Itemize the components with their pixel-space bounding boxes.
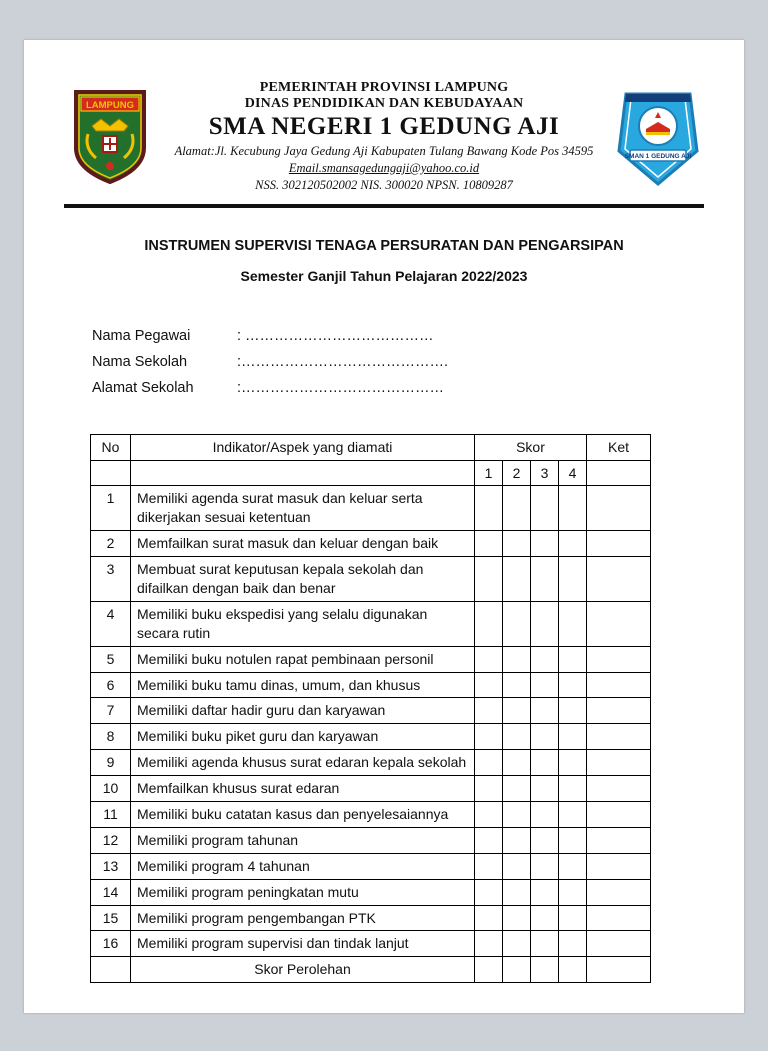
row-score-2 <box>503 750 531 776</box>
row-score-3 <box>531 801 559 827</box>
row-score-2 <box>503 531 531 557</box>
row-score-2 <box>503 931 531 957</box>
table-row <box>91 776 651 802</box>
document-title: INSTRUMEN SUPERVISI TENAGA PERSURATAN DAN PENGARSIPAN <box>144 237 624 254</box>
table-row <box>91 931 651 957</box>
table-row <box>91 601 651 646</box>
row-ket <box>587 646 651 672</box>
row-ket <box>587 879 651 905</box>
lampung-province-logo <box>68 88 152 186</box>
letterhead-department-line: DINAS PENDIDIKAN DAN KEBUDAYAAN <box>244 96 524 111</box>
letterhead-government-line: PEMERINTAH PROVINSI LAMPUNG <box>259 80 509 95</box>
row-ket <box>587 672 651 698</box>
footer-score-cell <box>559 957 587 983</box>
row-indicator: Membuat surat keputusan kepala sekolah dan difailkan dengan baik dan benar <box>131 557 475 602</box>
row-score-1 <box>475 776 503 802</box>
row-indicator: Memiliki buku tamu dinas, umum, dan khusus <box>131 672 475 698</box>
table-row <box>91 646 651 672</box>
header-skor: Skor <box>475 434 587 460</box>
row-score-4 <box>559 557 587 602</box>
table-row <box>91 879 651 905</box>
table-row <box>91 698 651 724</box>
row-score-3 <box>531 601 559 646</box>
identity-fields <box>92 328 704 396</box>
row-score-1 <box>475 931 503 957</box>
row-number: 11 <box>91 801 131 827</box>
row-indicator: Memiliki program 4 tahunan <box>131 853 475 879</box>
row-indicator: Memiliki agenda khusus surat edaran kepala sekolah <box>131 750 475 776</box>
row-indicator: Memiliki buku ekspedisi yang selalu digunakan secara rutin <box>131 601 475 646</box>
row-score-3 <box>531 646 559 672</box>
row-score-3 <box>531 672 559 698</box>
footer-score-cell <box>475 957 503 983</box>
row-score-1 <box>475 724 503 750</box>
footer-score-cell <box>503 957 531 983</box>
row-ket <box>587 827 651 853</box>
row-indicator: Memfailkan surat masuk dan keluar dengan baik <box>131 531 475 557</box>
row-indicator: Memfailkan khusus surat edaran <box>131 776 475 802</box>
table-footer-row <box>91 957 651 983</box>
row-ket <box>587 776 651 802</box>
row-score-3 <box>531 879 559 905</box>
table-subheader-row <box>91 460 651 486</box>
lampung-crest-icon <box>72 88 148 186</box>
row-score-2 <box>503 879 531 905</box>
row-score-4 <box>559 905 587 931</box>
row-score-1 <box>475 905 503 931</box>
field-value-dotted-line: :……………………………………. <box>237 353 449 370</box>
row-score-2 <box>503 801 531 827</box>
document-subtitle: Semester Ganjil Tahun Pelajaran 2022/2023 <box>240 267 528 284</box>
skor-col-3: 3 <box>531 460 559 486</box>
table-row <box>91 750 651 776</box>
row-ket <box>587 486 651 531</box>
row-indicator: Memiliki buku notulen rapat pembinaan personil <box>131 646 475 672</box>
table-row <box>91 486 651 531</box>
row-indicator: Memiliki buku catatan kasus dan penyelesaiannya <box>131 801 475 827</box>
subheader-empty <box>131 460 475 486</box>
row-number: 7 <box>91 698 131 724</box>
row-score-1 <box>475 801 503 827</box>
row-score-1 <box>475 601 503 646</box>
row-number: 2 <box>91 531 131 557</box>
row-indicator: Memiliki agenda surat masuk dan keluar serta dikerjakan sesuai ketentuan <box>131 486 475 531</box>
row-score-3 <box>531 486 559 531</box>
row-score-3 <box>531 853 559 879</box>
row-ket <box>587 931 651 957</box>
row-score-1 <box>475 486 503 531</box>
row-score-1 <box>475 672 503 698</box>
row-score-1 <box>475 853 503 879</box>
supervision-table <box>90 434 651 984</box>
table-row <box>91 557 651 602</box>
letterhead <box>64 80 704 208</box>
row-ket <box>587 905 651 931</box>
row-ket <box>587 724 651 750</box>
row-score-2 <box>503 672 531 698</box>
row-number: 15 <box>91 905 131 931</box>
row-score-1 <box>475 698 503 724</box>
row-score-3 <box>531 827 559 853</box>
footer-score-cell <box>531 957 559 983</box>
letterhead-ids: NSS. 302120502002 NIS. 300020 NPSN. 10809287 <box>255 177 513 192</box>
school-logo <box>616 88 700 186</box>
letterhead-email: Email.smansagedungaji@yahoo.co.id <box>288 160 480 175</box>
document-page <box>24 40 744 1013</box>
row-number: 5 <box>91 646 131 672</box>
row-score-2 <box>503 698 531 724</box>
letterhead-school-name: SMA NEGERI 1 GEDUNG AJI <box>208 113 560 140</box>
row-score-2 <box>503 724 531 750</box>
table-header-row <box>91 434 651 460</box>
row-score-2 <box>503 557 531 602</box>
table-row <box>91 801 651 827</box>
row-number: 6 <box>91 672 131 698</box>
row-score-1 <box>475 531 503 557</box>
row-number: 12 <box>91 827 131 853</box>
row-score-4 <box>559 672 587 698</box>
row-score-1 <box>475 750 503 776</box>
table-row <box>91 724 651 750</box>
row-score-2 <box>503 601 531 646</box>
field-nama-pegawai <box>92 328 704 344</box>
footer-skor-perolehan: Skor Perolehan <box>131 957 475 983</box>
row-number: 8 <box>91 724 131 750</box>
row-indicator: Memiliki program tahunan <box>131 827 475 853</box>
row-score-3 <box>531 531 559 557</box>
row-score-4 <box>559 750 587 776</box>
footer-no-empty <box>91 957 131 983</box>
row-number: 16 <box>91 931 131 957</box>
subheader-empty <box>587 460 651 486</box>
row-score-4 <box>559 879 587 905</box>
row-score-1 <box>475 557 503 602</box>
row-score-3 <box>531 905 559 931</box>
row-score-3 <box>531 776 559 802</box>
row-score-3 <box>531 557 559 602</box>
row-ket <box>587 853 651 879</box>
row-score-1 <box>475 827 503 853</box>
row-score-2 <box>503 853 531 879</box>
row-score-3 <box>531 750 559 776</box>
row-indicator: Memiliki program pengembangan PTK <box>131 905 475 931</box>
field-label: Nama Pegawai <box>92 327 191 344</box>
letterhead-text <box>156 80 612 194</box>
row-number: 4 <box>91 601 131 646</box>
row-indicator: Memiliki daftar hadir guru dan karyawan <box>131 698 475 724</box>
row-score-4 <box>559 801 587 827</box>
row-number: 14 <box>91 879 131 905</box>
letterhead-address: Alamat:Jl. Kecubung Jaya Gedung Aji Kabupaten Tulang Bawang Kode Pos 34595 <box>174 144 594 158</box>
row-indicator: Memiliki program supervisi dan tindak lanjut <box>131 931 475 957</box>
field-value-dotted-line: : ………………………………… <box>237 327 434 344</box>
row-score-2 <box>503 905 531 931</box>
row-score-4 <box>559 698 587 724</box>
field-alamat-sekolah <box>92 380 704 396</box>
svg-text:LAMPUNG: LAMPUNG <box>85 99 135 111</box>
row-ket <box>587 750 651 776</box>
field-label: Alamat Sekolah <box>92 379 194 396</box>
row-number: 1 <box>91 486 131 531</box>
field-label: Nama Sekolah <box>92 353 188 370</box>
row-score-4 <box>559 486 587 531</box>
header-indicator: Indikator/Aspek yang diamati <box>131 434 475 460</box>
school-badge-icon <box>616 88 700 186</box>
header-no: No <box>91 434 131 460</box>
row-number: 3 <box>91 557 131 602</box>
row-score-4 <box>559 724 587 750</box>
table-row <box>91 672 651 698</box>
field-nama-sekolah <box>92 354 704 370</box>
row-score-2 <box>503 776 531 802</box>
row-score-4 <box>559 776 587 802</box>
row-score-4 <box>559 531 587 557</box>
row-score-2 <box>503 486 531 531</box>
row-ket <box>587 698 651 724</box>
footer-ket-cell <box>587 957 651 983</box>
row-score-3 <box>531 724 559 750</box>
header-ket: Ket <box>587 434 651 460</box>
skor-col-2: 2 <box>503 460 531 486</box>
row-ket <box>587 531 651 557</box>
row-number: 13 <box>91 853 131 879</box>
row-score-2 <box>503 827 531 853</box>
row-score-4 <box>559 601 587 646</box>
row-score-4 <box>559 827 587 853</box>
skor-col-4: 4 <box>559 460 587 486</box>
row-score-4 <box>559 853 587 879</box>
row-score-4 <box>559 931 587 957</box>
row-number: 9 <box>91 750 131 776</box>
table-row <box>91 827 651 853</box>
row-score-4 <box>559 646 587 672</box>
row-score-3 <box>531 931 559 957</box>
subheader-empty <box>91 460 131 486</box>
table-row <box>91 905 651 931</box>
svg-text:SMAN 1 GEDUNG AJI: SMAN 1 GEDUNG AJI <box>624 152 692 160</box>
row-score-1 <box>475 879 503 905</box>
table-row <box>91 531 651 557</box>
supervision-table-body <box>91 434 651 983</box>
row-score-2 <box>503 646 531 672</box>
row-ket <box>587 801 651 827</box>
row-indicator: Memiliki buku piket guru dan karyawan <box>131 724 475 750</box>
row-score-3 <box>531 698 559 724</box>
row-ket <box>587 601 651 646</box>
table-row <box>91 853 651 879</box>
row-indicator: Memiliki program peningkatan mutu <box>131 879 475 905</box>
row-score-1 <box>475 646 503 672</box>
skor-col-1: 1 <box>475 460 503 486</box>
field-value-dotted-line: :…………………………………… <box>237 379 445 396</box>
row-number: 10 <box>91 776 131 802</box>
row-ket <box>587 557 651 602</box>
